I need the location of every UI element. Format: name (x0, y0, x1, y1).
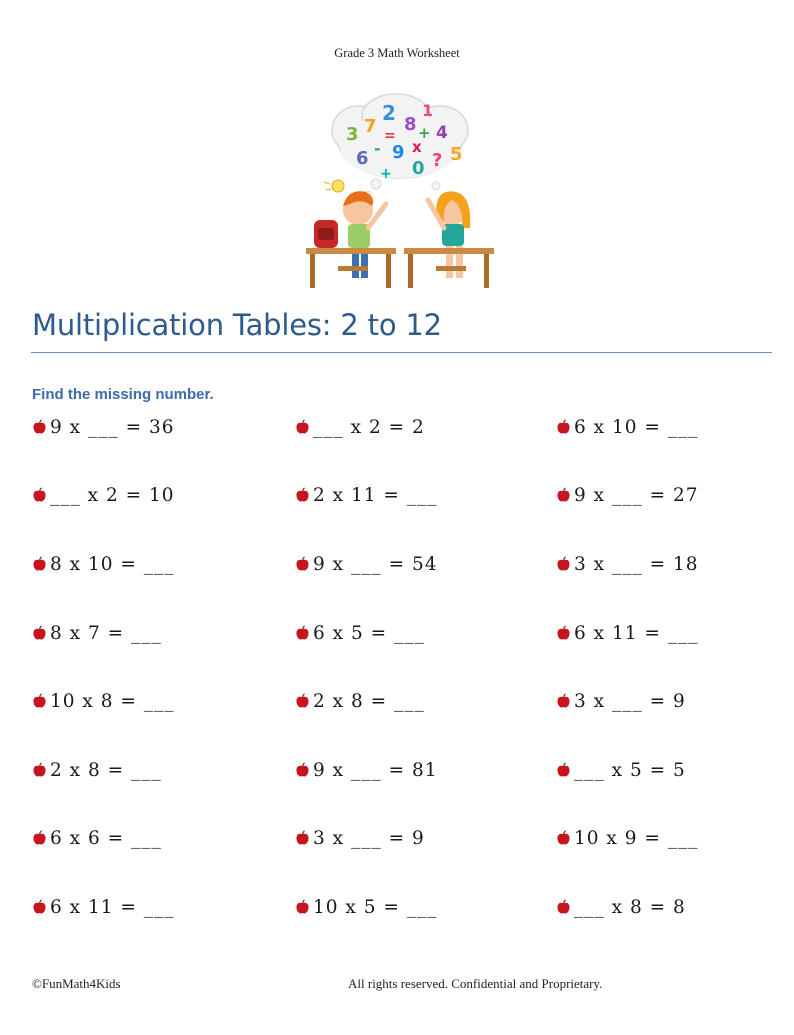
apple-icon (32, 762, 47, 778)
problem-text: 8 x 7 = ___ (50, 622, 162, 644)
apple-icon (32, 830, 47, 846)
problem-text: ___ x 5 = 5 (574, 759, 686, 781)
math-problem (556, 414, 699, 440)
problem-text: 9 x ___ = 81 (313, 759, 438, 781)
apple-icon (556, 419, 571, 435)
apple-icon (295, 487, 310, 503)
problem-text: 10 x 9 = ___ (574, 827, 699, 849)
apple-icon (556, 899, 571, 915)
apple-icon (295, 556, 310, 572)
apple-icon (556, 762, 571, 778)
problem-text: 6 x 11 = ___ (50, 896, 175, 918)
math-problem (32, 414, 175, 440)
problem-text: 6 x 6 = ___ (50, 827, 162, 849)
math-problem (556, 688, 686, 714)
math-problem (556, 757, 686, 783)
math-problem (32, 825, 162, 851)
apple-icon (295, 419, 310, 435)
apple-icon (295, 899, 310, 915)
worksheet-title: Multiplication Tables: 2 to 12 (32, 308, 442, 342)
apple-icon (556, 693, 571, 709)
math-problem (32, 894, 175, 920)
title-divider (31, 352, 772, 353)
math-problem (295, 757, 438, 783)
svg-text:2: 2 (382, 101, 396, 125)
svg-text:5: 5 (450, 144, 463, 165)
problem-text: 9 x ___ = 36 (50, 416, 175, 438)
problem-text: 2 x 11 = ___ (313, 484, 438, 506)
svg-text:1: 1 (422, 101, 434, 120)
math-problem (32, 551, 175, 577)
svg-text:+: + (418, 124, 431, 142)
footer-copyright: ©FunMath4Kids (32, 976, 121, 991)
apple-icon (556, 556, 571, 572)
problem-text: 9 x ___ = 27 (574, 484, 699, 506)
problem-text: ___ x 8 = 8 (574, 896, 686, 918)
problem-text: 2 x 8 = ___ (50, 759, 162, 781)
math-problem (556, 551, 699, 577)
boy-figure (343, 191, 386, 278)
svg-text:8: 8 (404, 114, 417, 135)
problem-text: 3 x ___ = 18 (574, 553, 699, 575)
problem-text: 2 x 8 = ___ (313, 690, 425, 712)
problem-text: ___ x 2 = 10 (50, 484, 175, 506)
math-problem (295, 825, 425, 851)
svg-text:6: 6 (356, 148, 369, 169)
math-problem (295, 414, 425, 440)
svg-text:=: = (384, 128, 396, 144)
svg-text:-: - (374, 139, 381, 158)
worksheet-header: Grade 3 Math Worksheet (334, 46, 460, 60)
apple-icon (32, 487, 47, 503)
apple-icon (295, 830, 310, 846)
math-problem (556, 620, 699, 646)
apple-icon (32, 693, 47, 709)
svg-text:4: 4 (436, 123, 448, 143)
math-problem (32, 620, 162, 646)
apple-icon (32, 899, 47, 915)
svg-text:?: ? (432, 150, 443, 171)
lightbulb-icon (324, 180, 344, 192)
apple-icon (556, 625, 571, 641)
apple-icon (32, 556, 47, 572)
apple-icon (556, 487, 571, 503)
apple-icon (295, 625, 310, 641)
math-problem (32, 688, 175, 714)
desks (306, 248, 494, 288)
problem-text: 9 x ___ = 54 (313, 553, 438, 575)
math-problem (556, 482, 699, 508)
apple-icon (556, 830, 571, 846)
math-problem (295, 688, 425, 714)
svg-text:+: + (380, 166, 392, 182)
problem-text: 6 x 5 = ___ (313, 622, 425, 644)
instruction-text: Find the missing number. (32, 386, 214, 403)
svg-text:3: 3 (346, 124, 359, 145)
problem-text: 3 x ___ = 9 (574, 690, 686, 712)
math-problem (295, 551, 438, 577)
problem-text: 3 x ___ = 9 (313, 827, 425, 849)
math-problem (295, 894, 438, 920)
math-problem (556, 894, 686, 920)
classroom-kids-illustration (300, 88, 500, 293)
footer-rights: All rights reserved. Confidential and Proprietary. (348, 976, 603, 991)
apple-icon (295, 762, 310, 778)
math-problem (556, 825, 699, 851)
problem-text: 6 x 11 = ___ (574, 622, 699, 644)
math-problem (32, 757, 162, 783)
math-problem (32, 482, 175, 508)
problem-text: 8 x 10 = ___ (50, 553, 175, 575)
math-problem (295, 482, 438, 508)
problem-text: 10 x 5 = ___ (313, 896, 438, 918)
problem-text: 6 x 10 = ___ (574, 416, 699, 438)
backpack (314, 220, 338, 248)
math-problem (295, 620, 425, 646)
problem-text: ___ x 2 = 2 (313, 416, 425, 438)
apple-icon (295, 693, 310, 709)
svg-text:0: 0 (412, 158, 425, 179)
svg-text:9: 9 (392, 142, 405, 163)
girl-figure (428, 191, 470, 278)
svg-text:7: 7 (364, 116, 377, 137)
apple-icon (32, 625, 47, 641)
problem-text: 10 x 8 = ___ (50, 690, 175, 712)
svg-text:x: x (412, 138, 422, 156)
apple-icon (32, 419, 47, 435)
